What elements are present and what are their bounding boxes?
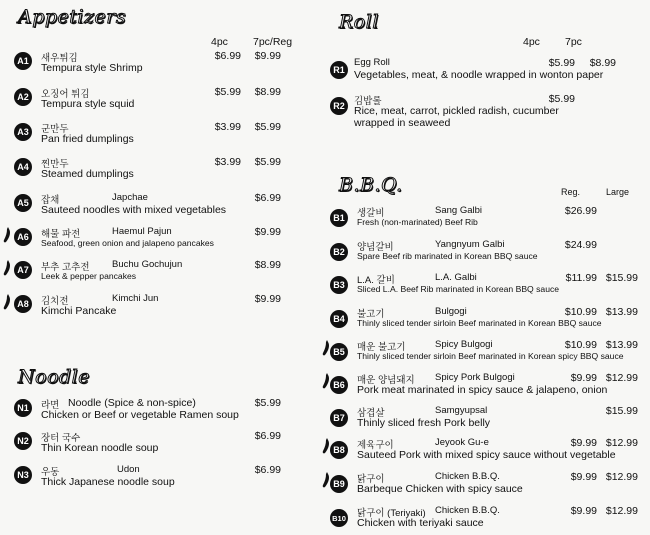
item-code-badge: N2: [14, 432, 32, 450]
item-price-2: $13.99: [605, 306, 638, 318]
menu-item: [325, 239, 650, 269]
item-korean-name: 김치전: [41, 296, 69, 307]
item-price-1: $5.99: [214, 86, 241, 98]
item-code-badge: B4: [330, 310, 348, 328]
item-price-2: $6.99: [254, 464, 281, 476]
item-romanized-name: Udon: [117, 464, 140, 475]
bbq-title: B.B.Q.: [339, 174, 403, 196]
item-korean-name: 찐만두: [41, 159, 69, 170]
item-price-2: $8.99: [254, 86, 281, 98]
menu-item: [325, 205, 650, 235]
item-code-badge: A1: [14, 52, 32, 70]
item-description: Fresh (non-marinated) Beef Rib: [357, 217, 478, 227]
item-description: Seafood, green onion and jalapeno pancakes: [41, 238, 214, 248]
item-description: Rice, meat, carrot, pickled radish, cucumber: [354, 105, 559, 117]
item-description: Pork meat marinated in spicy sauce & jalapeno, onion: [357, 384, 608, 396]
menu-item: [325, 405, 650, 435]
menu-item: [325, 272, 650, 302]
item-romanized-name: Bulgogi: [435, 306, 467, 317]
menu-item: [0, 50, 315, 80]
item-romanized-name: Chicken B.B.Q.: [435, 471, 500, 482]
item-code-badge: A6: [14, 228, 32, 246]
item-price-2: $15.99: [605, 272, 638, 284]
item-price-2: $12.99: [605, 437, 638, 449]
item-price-1: $3.99: [214, 121, 241, 133]
item-korean-name: 제육구이: [357, 440, 394, 451]
item-description: Sliced L.A. Beef Rib marinated in Korean BBQ sauce: [357, 284, 560, 294]
item-code-badge: B5: [330, 343, 348, 361]
item-price-1: $6.99: [214, 50, 241, 62]
item-romanized-name: Chicken B.B.Q.: [435, 505, 500, 516]
item-price-2: $8.99: [589, 57, 616, 69]
item-price-2: $15.99: [605, 405, 638, 417]
item-description: Tempura style squid: [41, 98, 135, 110]
chili-pepper-icon: [3, 260, 11, 276]
item-price-1: $9.99: [570, 437, 597, 449]
item-description: Thinly sliced tender sirloin Beef marinated in Korean spicy BBQ sauce: [357, 351, 624, 361]
item-price-1: $3.99: [214, 156, 241, 168]
item-price-2: $12.99: [605, 372, 638, 384]
item-price-1: $11.99: [565, 272, 597, 284]
item-korean-name: Egg Roll: [354, 57, 390, 68]
item-code-badge: B7: [330, 409, 348, 427]
item-romanized-name: Jeyook Gu-e: [435, 437, 489, 448]
item-code-badge: B8: [330, 441, 348, 459]
item-korean-name: 군만두: [41, 124, 69, 135]
item-code-badge: B9: [330, 475, 348, 493]
chili-pepper-icon: [3, 227, 11, 243]
menu-item: [325, 57, 650, 87]
item-description-2: wrapped in seaweed: [354, 117, 451, 129]
item-romanized-name: Sang Galbi: [435, 205, 483, 216]
menu-item: [0, 121, 315, 151]
item-romanized-name: Samgyupsal: [435, 405, 488, 416]
item-code-badge: A8: [14, 295, 32, 313]
item-price-1: $24.99: [564, 239, 597, 251]
item-price-2: $5.99: [254, 397, 281, 409]
menu-item: [325, 93, 650, 129]
menu-item: [0, 293, 315, 323]
item-description: Pan fried dumplings: [41, 133, 134, 145]
item-price-2: $9.99: [254, 50, 281, 62]
item-description: Thinly sliced fresh Pork belly: [357, 417, 491, 429]
item-price-1: $5.99: [548, 57, 575, 69]
menu-item: [0, 259, 315, 289]
menu-item: [325, 372, 650, 402]
item-code-badge: B2: [330, 243, 348, 261]
item-price-1: $10.99: [564, 339, 597, 351]
item-romanized-name: Kimchi Jun: [112, 293, 159, 304]
roll-col2-header: 7pc: [565, 36, 582, 48]
item-code-badge: B10: [330, 509, 348, 527]
item-code-badge: R2: [330, 97, 348, 115]
item-description: Noodle (Spice & non-spice): [68, 397, 196, 409]
chili-pepper-icon: [322, 340, 330, 356]
item-korean-name: 매운 불고기: [357, 342, 406, 353]
item-description: Sauteed Pork with mixed spicy sauce without vegetable: [357, 449, 616, 461]
appetizers-col2-header: 7pc/Reg: [253, 36, 293, 48]
item-price-2: $5.99: [254, 121, 281, 133]
noodle-title: Noodle: [18, 366, 90, 388]
item-code-badge: N3: [14, 466, 32, 484]
item-code-badge: A4: [14, 158, 32, 176]
item-price-2: $6.99: [254, 192, 281, 204]
item-description: Sauteed noodles with mixed vegetables: [41, 204, 227, 216]
item-korean-name: 불고기: [357, 309, 385, 320]
item-price-2: $6.99: [254, 430, 281, 442]
item-romanized-name: Yangnyum Galbi: [435, 239, 505, 250]
appetizers-title: Appetizers: [18, 6, 127, 28]
chili-pepper-icon: [3, 294, 11, 310]
item-price-2: $12.99: [605, 471, 638, 483]
item-korean-name: 해물 파전: [41, 229, 81, 240]
menu-item: [0, 86, 315, 116]
chili-pepper-icon: [322, 373, 330, 389]
item-description: Vegetables, meat, & noodle wrapped in wonton paper: [354, 69, 604, 81]
item-price-2: $9.99: [254, 293, 281, 305]
item-code-badge: A5: [14, 194, 32, 212]
roll-title: Roll: [339, 11, 379, 33]
item-romanized-name: Haemul Pajun: [112, 226, 172, 237]
item-description: Thin Korean noodle soup: [41, 442, 159, 454]
item-description: Thinly sliced tender sirloin Beef marinated in Korean BBQ sauce: [357, 318, 602, 328]
item-code-badge: B1: [330, 209, 348, 227]
item-code-badge: A7: [14, 261, 32, 279]
item-korean-name: 닭구이 (Teriyaki): [357, 508, 426, 519]
roll-col1-header: 4pc: [523, 36, 540, 48]
item-korean-name: 라면: [41, 400, 60, 411]
item-code-badge: R1: [330, 61, 348, 79]
item-korean-name: 닭구이: [357, 474, 385, 485]
menu-item: [0, 156, 315, 186]
item-price-1: $9.99: [570, 372, 597, 384]
item-code-badge: A3: [14, 123, 32, 141]
item-description: Tempura style Shrimp: [41, 62, 143, 74]
item-korean-name: L.A. 갈비: [357, 275, 395, 286]
item-korean-name: 김밥롤: [354, 96, 382, 107]
item-price-1: $5.99: [548, 93, 575, 105]
menu-item: [325, 306, 650, 336]
menu-item: [325, 339, 650, 369]
menu-item: [325, 505, 650, 535]
item-korean-name: 생갈비: [357, 208, 385, 219]
item-price-1: $9.99: [570, 505, 597, 517]
chili-pepper-icon: [322, 438, 330, 454]
item-price-2: $12.99: [605, 505, 638, 517]
menu-item: [325, 471, 650, 501]
menu-item: [0, 464, 315, 494]
chili-pepper-icon: [322, 472, 330, 488]
item-korean-name: 오징어 튀김: [41, 89, 90, 100]
menu-item: [325, 437, 650, 467]
item-price-1: $26.99: [564, 205, 597, 217]
item-description: Barbeque Chicken with spicy sauce: [357, 483, 523, 495]
item-description: Chicken with teriyaki sauce: [357, 517, 484, 529]
item-korean-name: 우동: [41, 467, 60, 478]
item-code-badge: A2: [14, 88, 32, 106]
item-price-2: $13.99: [605, 339, 638, 351]
item-korean-name: 장터 국수: [41, 433, 81, 444]
item-description: Kimchi Pancake: [41, 305, 117, 317]
item-description: Leek & pepper pancakes: [41, 271, 137, 281]
item-description: Spare Beef rib marinated in Korean BBQ sauce: [357, 251, 538, 261]
item-code-badge: B3: [330, 276, 348, 294]
item-korean-name: 매운 양념돼지: [357, 375, 415, 386]
item-description: Thick Japanese noodle soup: [41, 476, 175, 488]
item-code-badge: B6: [330, 376, 348, 394]
menu-item: [0, 192, 315, 222]
item-description: Steamed dumplings: [41, 168, 134, 180]
item-code-badge: N1: [14, 399, 32, 417]
item-price-1: $9.99: [570, 471, 597, 483]
menu-item: [0, 397, 315, 427]
item-price-2: $5.99: [254, 156, 281, 168]
menu-item: [0, 226, 315, 256]
item-korean-name: 양념갈비: [357, 242, 394, 253]
item-romanized-name: Japchae: [112, 192, 148, 203]
item-romanized-name: Spicy Pork Bulgogi: [435, 372, 515, 383]
item-price-1: $10.99: [564, 306, 597, 318]
menu-item: [0, 430, 315, 460]
item-korean-name: 잡채: [41, 195, 60, 206]
bbq-col2-header: Large: [606, 187, 630, 197]
appetizers-col1-header: 4pc: [211, 36, 228, 48]
item-price-2: $8.99: [254, 259, 281, 271]
bbq-col1-header: Reg.: [561, 187, 581, 197]
item-price-2: $9.99: [254, 226, 281, 238]
item-korean-name: 부추 고추전: [41, 262, 90, 273]
item-description-2: Chicken or Beef or vegetable Ramen soup: [41, 409, 239, 421]
item-romanized-name: Spicy Bulgogi: [435, 339, 493, 350]
item-korean-name: 삼겹살: [357, 408, 385, 419]
item-romanized-name: L.A. Galbi: [435, 272, 477, 283]
item-korean-name: 새우튀김: [41, 53, 78, 64]
item-romanized-name: Buchu Gochujun: [112, 259, 183, 270]
